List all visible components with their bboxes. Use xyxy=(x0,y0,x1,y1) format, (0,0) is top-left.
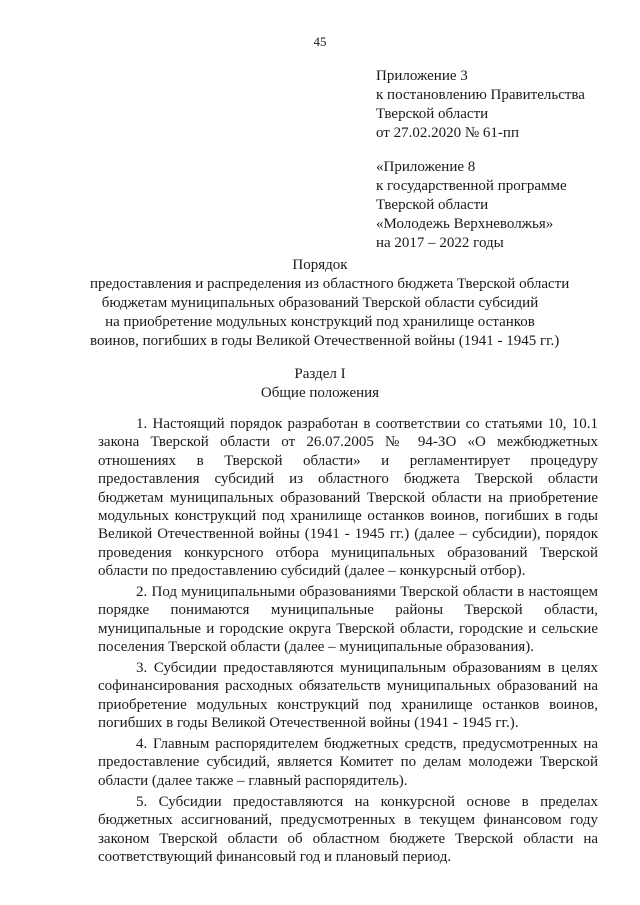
paragraph: 2. Под муниципальными образованиями Тверской области в настоящем порядке понимаются муниципальные районы Тверской области, муниципальные и городские округа Тверской области, городские и сельские поселения Тверской области (далее – муниципальные образования). xyxy=(98,584,598,656)
paragraph: 5. Субсидии предоставляются на конкурсной основе в пределах бюджетных ассигнований, предусмотренных в текущем финансовом году законом Тверской области об областном бюджете Тверской области на соответствующий финансовый год и плановый период. xyxy=(98,793,598,865)
document-body xyxy=(98,415,598,869)
section-heading xyxy=(90,365,550,403)
appendix-8-line: на 2017 – 2022 годы xyxy=(376,235,504,251)
title-line: воинов, погибших в годы Великой Отечественной войны (1941 - 1945 гг.) xyxy=(90,333,560,349)
appendix-3-header xyxy=(376,67,585,143)
paragraph: 3. Субсидии предоставляются муниципальным образованиям в целях софинансирования расходных обязательств муниципальных образований на приобретение модульных конструкций под хранилище останков воинов, погибших в годы Великой Отечественной войны (1941 - 1945 гг.). xyxy=(98,660,598,732)
document-title xyxy=(90,256,570,351)
title-line: предоставления и распределения из областного бюджета Тверской области xyxy=(90,276,570,292)
appendix-3-line: к постановлению Правительства xyxy=(376,87,585,103)
section-number: Раздел I xyxy=(294,366,346,382)
appendix-8-line: к государственной программе xyxy=(376,178,567,194)
title-heading: Порядок xyxy=(292,257,348,273)
title-line: на приобретение модульных конструкций под хранилище останков xyxy=(105,314,535,330)
paragraph: 1. Настоящий порядок разработан в соответствии со статьями 10, 10.1 закона Тверской области от 26.07.2005 № 94-ЗО «О межбюджетных отношениях в Тверской области» и регламентирует процедуру предоставления субсидий из областного бюджета Тверской области бюджетам муниципальных образований Тверской области на приобретение модульных конструкций под хранилище останков воинов, погибших в годы Великой Отечественной войны (1941 - 1945 гг.) (далее – субсидии), порядок проведения конкурсного отбора муниципальных образований Тверской области по предоставлению субсидий (далее – конкурсный отбор). xyxy=(98,416,598,580)
appendix-8-line: «Молодежь Верхневолжья» xyxy=(376,216,554,232)
appendix-3-line: Тверской области xyxy=(376,106,489,122)
appendix-3-line: Приложение 3 xyxy=(376,68,468,84)
appendix-3-line: от 27.02.2020 № 61-пп xyxy=(376,125,519,141)
section-name: Общие положения xyxy=(260,385,380,401)
appendix-8-header xyxy=(376,158,567,253)
page-number: 45 xyxy=(313,34,327,49)
appendix-8-line: Тверской области xyxy=(376,197,489,213)
appendix-8-line: «Приложение 8 xyxy=(376,159,476,175)
title-line: бюджетам муниципальных образований Тверской области субсидий xyxy=(101,295,539,311)
paragraph: 4. Главным распорядителем бюджетных средств, предусмотренных на предоставление субсидий, является Комитет по делам молодежи Тверской области (далее также – главный распорядитель). xyxy=(98,736,598,789)
